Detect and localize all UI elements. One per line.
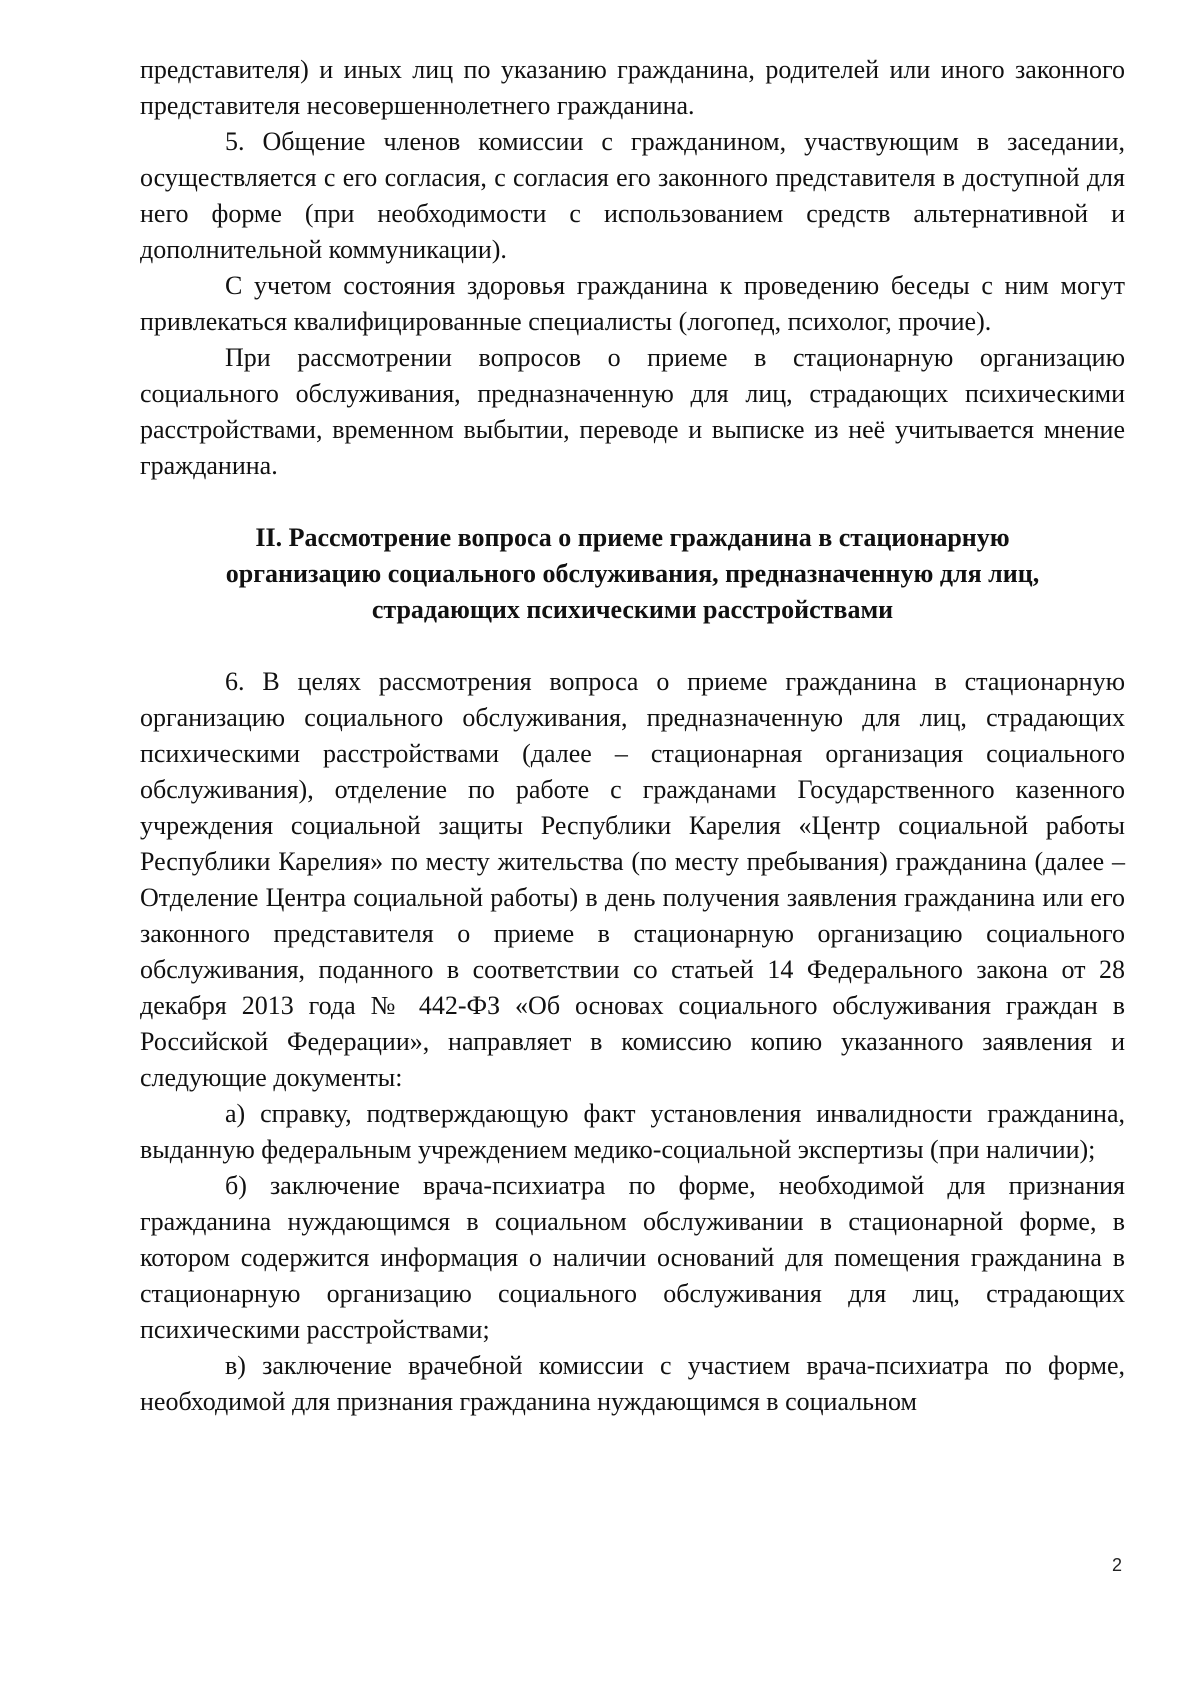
page-number: 2 (1111, 1555, 1122, 1575)
section-heading-line-1: II. Рассмотрение вопроса о приеме гражданина в стационарную (255, 523, 1010, 552)
paragraph-subitem-a: а) справку, подтверждающую факт установления инвалидности гражданина, выданную федеральным учреждением медико-социальной экспертизы (при наличии); (140, 1099, 1125, 1164)
paragraph-item-5: 5. Общение членов комиссии с гражданином, участвующим в заседании, осуществляется с его согласия, с согласия его законного представителя в доступной для него форме (при необходимости с использованием средств альтернативной и дополнительной коммуникации). (140, 127, 1125, 264)
section-heading (140, 520, 1125, 628)
document-page (140, 52, 1125, 1420)
paragraph-continuation: представителя) и иных лиц по указанию гражданина, родителей или иного законного представителя несовершеннолетнего гражданина. (140, 55, 1125, 120)
paragraph-citizen-opinion: При рассмотрении вопросов о приеме в стационарную организацию социального обслуживания, предназначенную для лиц, страдающих психическими расстройствами, временном выбытии, переводе и выписке из неё учитывается мнение гражданина. (140, 343, 1125, 480)
paragraph-item-6: 6. В целях рассмотрения вопроса о приеме гражданина в стационарную организацию социального обслуживания, предназначенную для лиц, страдающих психическими расстройствами (далее – стационарная организация социального обслуживания), отделение по работе с гражданами Государственного казенного учреждения социальной защиты Республики Карелия «Центр социальной работы Республики Карелия» по месту жительства (по месту пребывания) гражданина (далее – Отделение Центра социальной работы) в день получения заявления гражданина или его законного представителя о приеме в стационарную организацию социального обслуживания, поданного в соответствии со статьей 14 Федерального закона от 28 декабря 2013 года № 442-ФЗ «Об основах социального обслуживания граждан в Российской Федерации», направляет в комиссию копию указанного заявления и следующие документы: (140, 667, 1125, 1092)
section-heading-line-2: организацию социального обслуживания, предназначенную для лиц, (225, 559, 1040, 588)
paragraph-subitem-b: б) заключение врача-психиатра по форме, необходимой для признания гражданина нуждающимся в социальном обслуживании в стационарной форме, в котором содержится информация о наличии оснований для помещения гражданина в стационарную организацию социального обслуживания для лиц, страдающих психическими расстройствами; (140, 1171, 1125, 1344)
section-heading-line-3: страдающих психическими расстройствами (371, 595, 894, 624)
paragraph-specialists: С учетом состояния здоровья гражданина к проведению беседы с ним могут привлекаться квалифицированные специалисты (логопед, психолог, прочие). (140, 271, 1125, 336)
paragraph-subitem-v: в) заключение врачебной комиссии с участием врача-психиатра по форме, необходимой для признания гражданина нуждающимся в социальном (140, 1351, 1125, 1416)
